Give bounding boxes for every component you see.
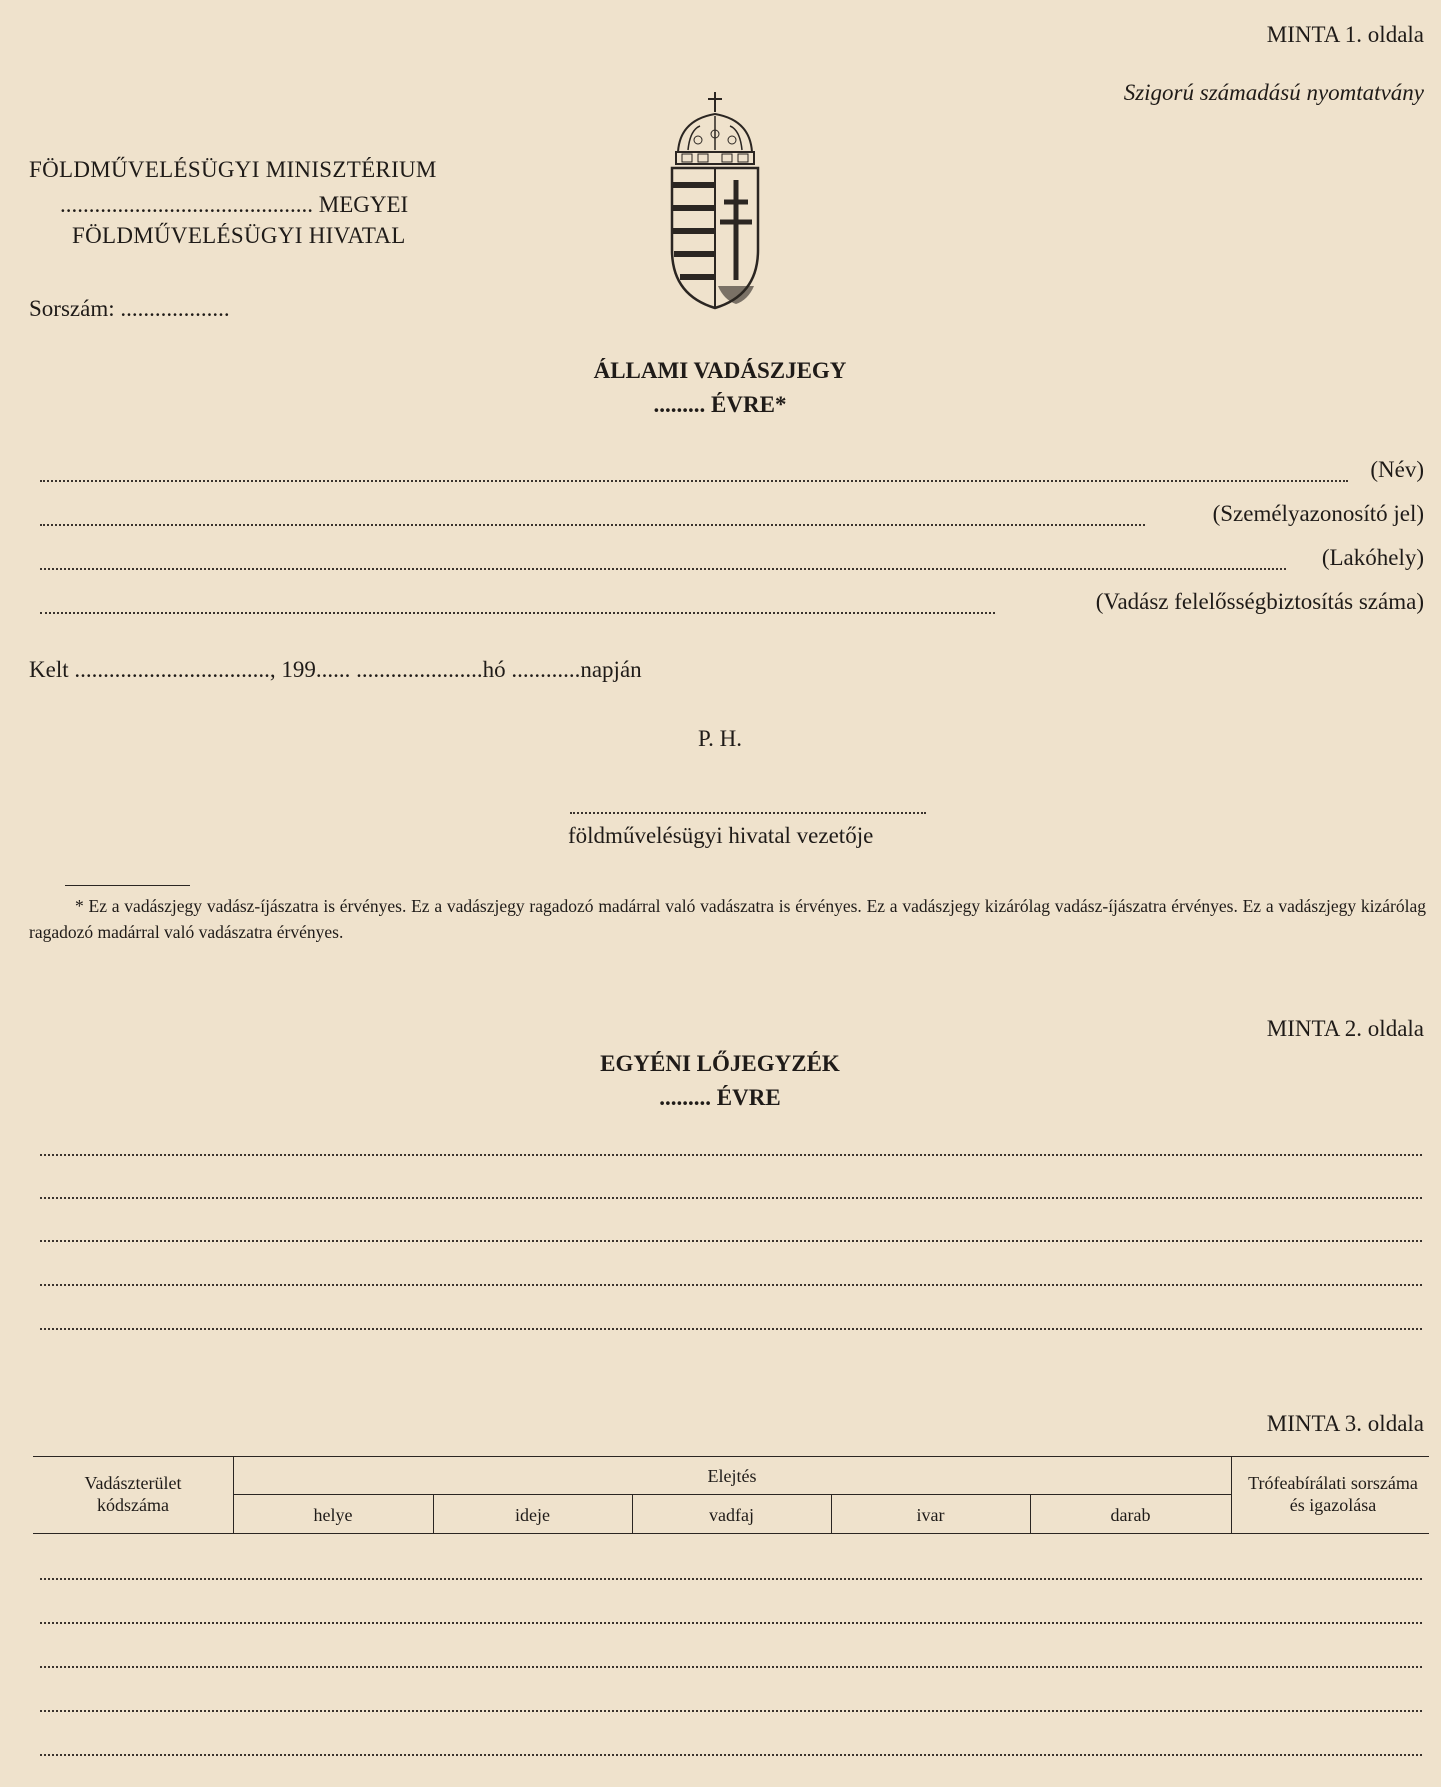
residence-dots <box>40 568 1286 570</box>
county-line <box>60 192 408 218</box>
serial-number-field: Sorszám: ................... <box>29 296 230 321</box>
field-label-name: (Név) <box>1364 457 1424 483</box>
field-label-insurance: (Vadász felelősségbiztosítás száma) <box>1095 589 1424 614</box>
col-header-trophy: Trófeabírálati sorszáma és igazolása <box>1248 1473 1418 1515</box>
col-header-time: ideje <box>515 1505 550 1525</box>
table-row-line <box>40 1578 1422 1580</box>
col-header-species: vadfaj <box>709 1505 754 1525</box>
minta-2-label: MINTA 2. oldala <box>1266 1016 1424 1041</box>
table-row-line <box>40 1710 1422 1712</box>
field-label-personal-id: (Személyazonosító jel) <box>1212 501 1424 526</box>
table-row-line <box>40 1622 1422 1624</box>
county-label: MEGYEI <box>318 192 409 217</box>
table-bottom-rule <box>33 1533 1429 1534</box>
field-label-residence: (Lakóhely) <box>1321 545 1424 570</box>
signature-dots <box>570 812 926 814</box>
id-dots <box>40 524 1145 526</box>
minta-3-label: MINTA 3. oldala <box>1266 1411 1424 1436</box>
shooting-log-title: EGYÉNI LŐJEGYZÉK <box>600 1051 840 1076</box>
document-year: ......... ÉVRE* <box>653 392 787 417</box>
county-dots: ............................................ <box>60 192 313 217</box>
coat-of-arms-icon <box>668 90 762 314</box>
log-line <box>40 1240 1422 1242</box>
office-name: FÖLDMŰVELÉSÜGYI HIVATAL <box>72 223 406 248</box>
document-title: ÁLLAMI VADÁSZJEGY <box>593 358 847 383</box>
strict-accountability-note: Szigorú számadású nyomtatvány <box>1123 80 1424 105</box>
table-row-line <box>40 1754 1422 1756</box>
insurance-dots <box>40 612 995 614</box>
ministry-name: FÖLDMŰVELÉSÜGYI MINISZTÉRIUM <box>29 157 437 182</box>
col-header-place: helye <box>313 1505 353 1525</box>
table-top-rule <box>33 1456 1429 1457</box>
name-dots <box>40 480 1348 482</box>
date-line: Kelt .................................., 199...... ......................hó ............napján <box>29 657 642 682</box>
harvest-table-header <box>33 1456 1429 1534</box>
signature-label: földművelésügyi hivatal vezetője <box>568 823 874 848</box>
log-line <box>40 1284 1422 1286</box>
subheader-rule <box>233 1494 1231 1495</box>
minta-1-label: MINTA 1. oldala <box>1266 22 1424 47</box>
log-line <box>40 1154 1422 1156</box>
log-line <box>40 1328 1422 1330</box>
col-header-sex: ivar <box>916 1505 945 1525</box>
shooting-log-year: ......... ÉVRE <box>659 1085 781 1110</box>
stamp-place: P. H. <box>697 726 743 751</box>
col-group-header-harvest: Elejtés <box>707 1466 757 1486</box>
col-header-area-code: Vadászterület kódszáma <box>84 1473 182 1515</box>
col-header-count: darab <box>1110 1505 1151 1525</box>
footnote-rule <box>65 885 190 886</box>
col-divider <box>1231 1456 1232 1533</box>
table-row-line <box>40 1666 1422 1668</box>
log-line <box>40 1197 1422 1199</box>
footnote-text: * Ez a vadászjegy vadász-íjászatra is érvényes. Ez a vadászjegy ragadozó madárral való vadászatra is érvényes. Ez a vadászjegy kizárólag vadász-íjászatra érvényes. Ez a vadászjegy kizárólag ragadozó madárral való vadászatra érvényes. <box>29 896 1426 942</box>
